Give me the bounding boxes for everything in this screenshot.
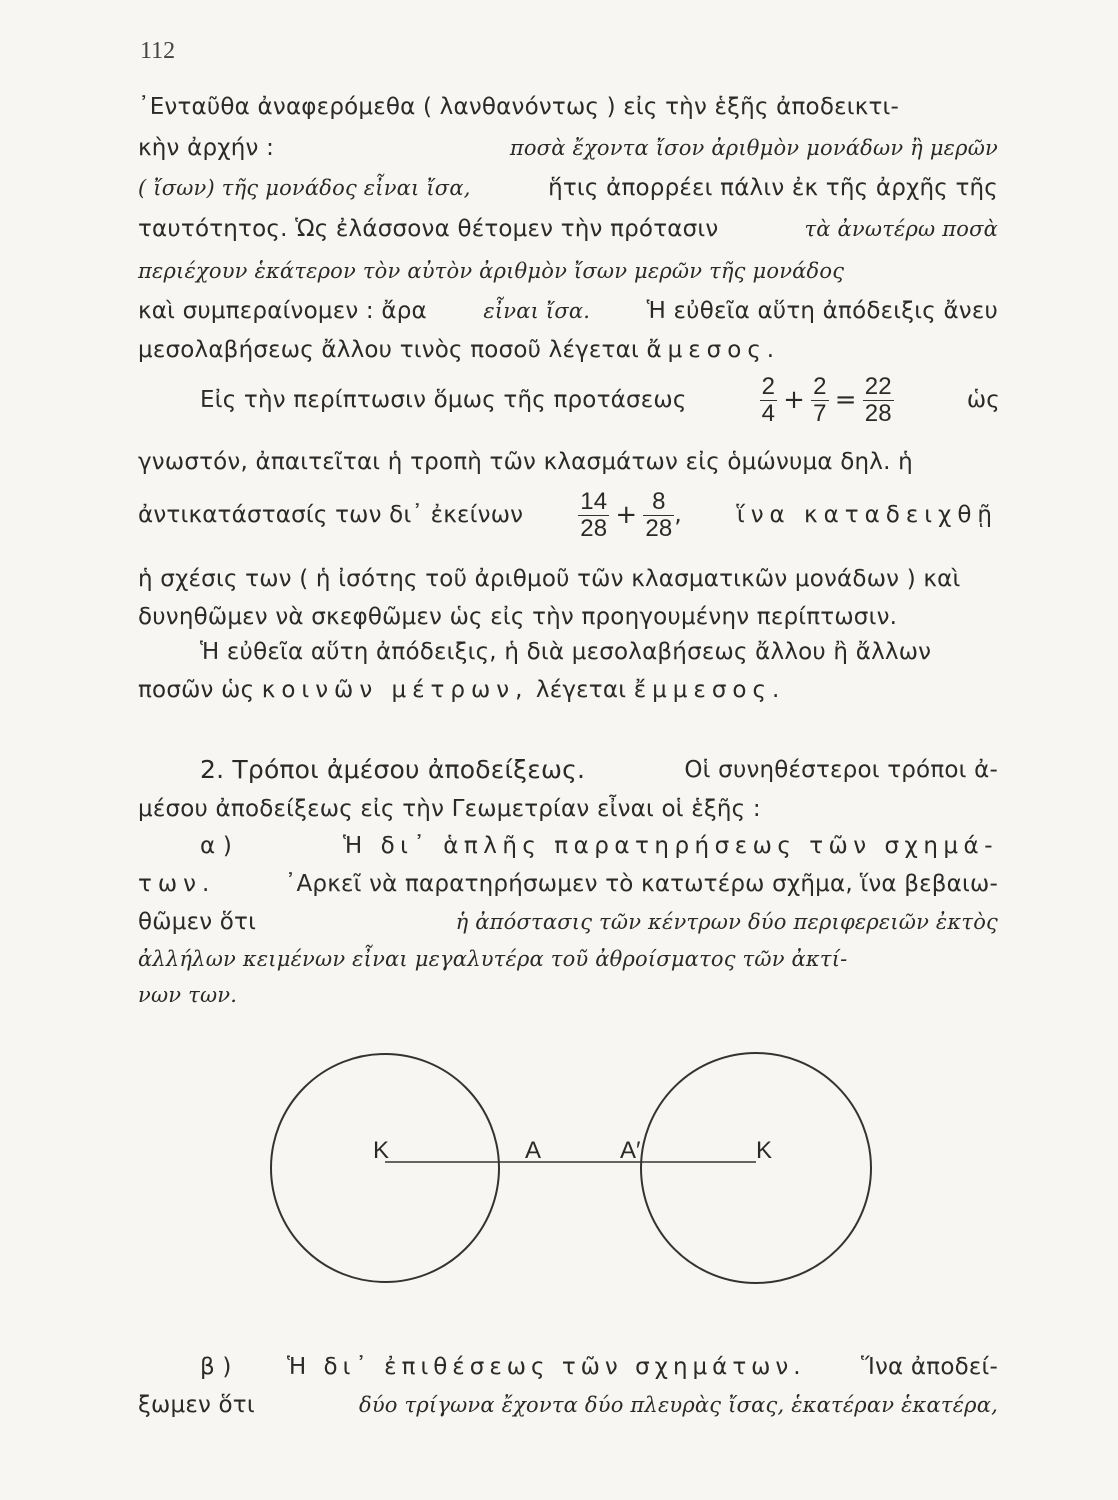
text: ξωμεν ὅτι bbox=[138, 1392, 255, 1418]
spaced-term: ἄμεσος. bbox=[646, 337, 781, 363]
text: δυνηθῶμεν νὰ σκεφθῶμεν ὡς εἰς τὴν προηγουμένην περίπτωσιν. bbox=[138, 604, 898, 630]
page-number: 112 bbox=[140, 38, 176, 64]
italic-text: ἀλλήλων κειμένων εἶναι μεγαλυτέρα τοῦ ἀθροίσματος τῶν ἀκτί- bbox=[138, 947, 848, 971]
italic-text: νων των. bbox=[138, 983, 238, 1007]
plus-sign: + bbox=[615, 500, 638, 530]
text: ὡς bbox=[966, 387, 1000, 413]
text: κὴν ἀρχήν : bbox=[138, 135, 275, 161]
italic-text: ποσὰ ἔχοντα ἴσον ἀριθμὸν μονάδων ἢ μερῶν bbox=[509, 136, 998, 160]
spaced-term: ἔμμεσος. bbox=[633, 677, 786, 703]
italic-text: ( ἴσων) τῆς μονάδος εἶναι ἴσα, bbox=[138, 176, 471, 200]
left-circle bbox=[271, 1054, 499, 1282]
text: Ἡ εὐθεῖα αὕτη ἀπόδειξις, ἡ διὰ μεσολαβήσεως ἄλλου ἢ ἄλλων bbox=[200, 639, 932, 665]
spaced-term: κοινῶν μέτρων, bbox=[261, 677, 529, 703]
numerator: 22 bbox=[864, 372, 892, 400]
denominator: 28 bbox=[580, 514, 608, 542]
text: ᾿Αρκεῖ νὰ παρατηρήσωμεν τὸ κατωτέρω σχῆμα, ἵνα βεβαιω- bbox=[284, 871, 998, 897]
label-k-left: K bbox=[373, 1137, 390, 1164]
italic-text: εἶναι ἴσα. bbox=[483, 299, 591, 323]
italic-text: τὰ ἀνωτέρω ποσὰ bbox=[804, 217, 998, 241]
label-k-right: K bbox=[756, 1137, 773, 1164]
italic-text: περιέχουν ἑκάτερον τὸν αὐτὸν ἀριθμὸν ἴσων μερῶν τῆς μονάδος bbox=[138, 259, 845, 283]
text: καὶ συμπεραίνομεν : ἄρα bbox=[138, 298, 427, 324]
item-label: α ) bbox=[200, 833, 233, 859]
denominator: 4 bbox=[761, 399, 776, 427]
text: Ἡ εὐθεῖα αὕτη ἀπόδειξις ἄνευ bbox=[646, 298, 998, 324]
text: μέσου ἀποδείξεως εἰς τὴν Γεωμετρίαν εἶναι οἱ ἑξῆς : bbox=[138, 796, 761, 822]
label-a-prime: A′ bbox=[620, 1137, 641, 1164]
text: ἥτις ἀπορρέει πάλιν ἐκ τῆς ἀρχῆς τῆς bbox=[548, 175, 998, 201]
italic-text: δύο τρίγωνα ἔχοντα δύο πλευρὰς ἴσας, ἑκατέραν ἑκατέρα, bbox=[359, 1393, 998, 1417]
right-circle bbox=[641, 1053, 871, 1283]
equals-sign: = bbox=[834, 385, 857, 415]
denominator: 28 bbox=[864, 399, 892, 427]
denominator: 7 bbox=[813, 399, 827, 427]
spaced-term: των. bbox=[138, 871, 216, 897]
spaced-text: ἵνα καταδειχθῇ bbox=[736, 502, 998, 528]
text: Εἰς τὴν περίπτωσιν ὅμως τῆς προτάσεως bbox=[200, 387, 687, 413]
numerator: 14 bbox=[580, 487, 608, 515]
denominator: 28 bbox=[645, 514, 673, 542]
text: γνωστόν, ἀπαιτεῖται ἡ τροπὴ τῶν κλασμάτων εἰς ὁμώνυμα δηλ. ἡ bbox=[138, 449, 913, 475]
numerator: 8 bbox=[652, 487, 666, 515]
text: μεσολαβήσεως ἄλλου τινὸς ποσοῦ λέγεται bbox=[138, 337, 639, 363]
numerator: 2 bbox=[761, 372, 776, 400]
spaced-title: Ἡ δι᾿ ἁπλῆς παρατηρήσεως τῶν σχημά- bbox=[343, 833, 998, 859]
item-label: β ) bbox=[200, 1354, 232, 1380]
text: ποσῶν ὡς bbox=[138, 677, 255, 703]
text: ἡ σχέσις των ( ἡ ἰσότης τοῦ ἀριθμοῦ τῶν κλασματικῶν μονάδων ) καὶ bbox=[138, 566, 961, 592]
numerator: 2 bbox=[813, 372, 827, 400]
section-b-line-2 bbox=[138, 1390, 998, 1420]
text: ταυτότητος. Ὡς ἐλάσσονα θέτομεν τὴν πρότασιν bbox=[138, 216, 719, 242]
text: ἀντικατάστασίς των δι᾿ ἐκείνων bbox=[138, 502, 524, 528]
section-heading: 2. Τρόποι ἀμέσου ἀποδείξεως. bbox=[200, 755, 586, 784]
text: ᾿Ενταῦθα ἀναφερόμεθα ( λανθανόντως ) εἰς τὴν ἑξῆς ἀποδεικτι- bbox=[138, 94, 900, 120]
text: θῶμεν ὅτι bbox=[138, 909, 257, 935]
plus-sign: + bbox=[783, 385, 806, 415]
comma: , bbox=[674, 502, 682, 528]
text: Οἱ συνηθέστεροι τρόποι ἀ- bbox=[684, 757, 998, 783]
section-b-line-1 bbox=[200, 1352, 998, 1382]
spaced-title: Ἡ δι᾿ ἐπιθέσεως τῶν σχημάτων. bbox=[286, 1354, 806, 1380]
text: λέγεται bbox=[535, 677, 627, 703]
italic-text: ἡ ἀπόστασις τῶν κέντρων δύο περιφερειῶν ἐκτὸς bbox=[455, 910, 998, 934]
label-a: A bbox=[525, 1137, 542, 1164]
text: Ἵνα ἀποδεί- bbox=[861, 1354, 998, 1380]
